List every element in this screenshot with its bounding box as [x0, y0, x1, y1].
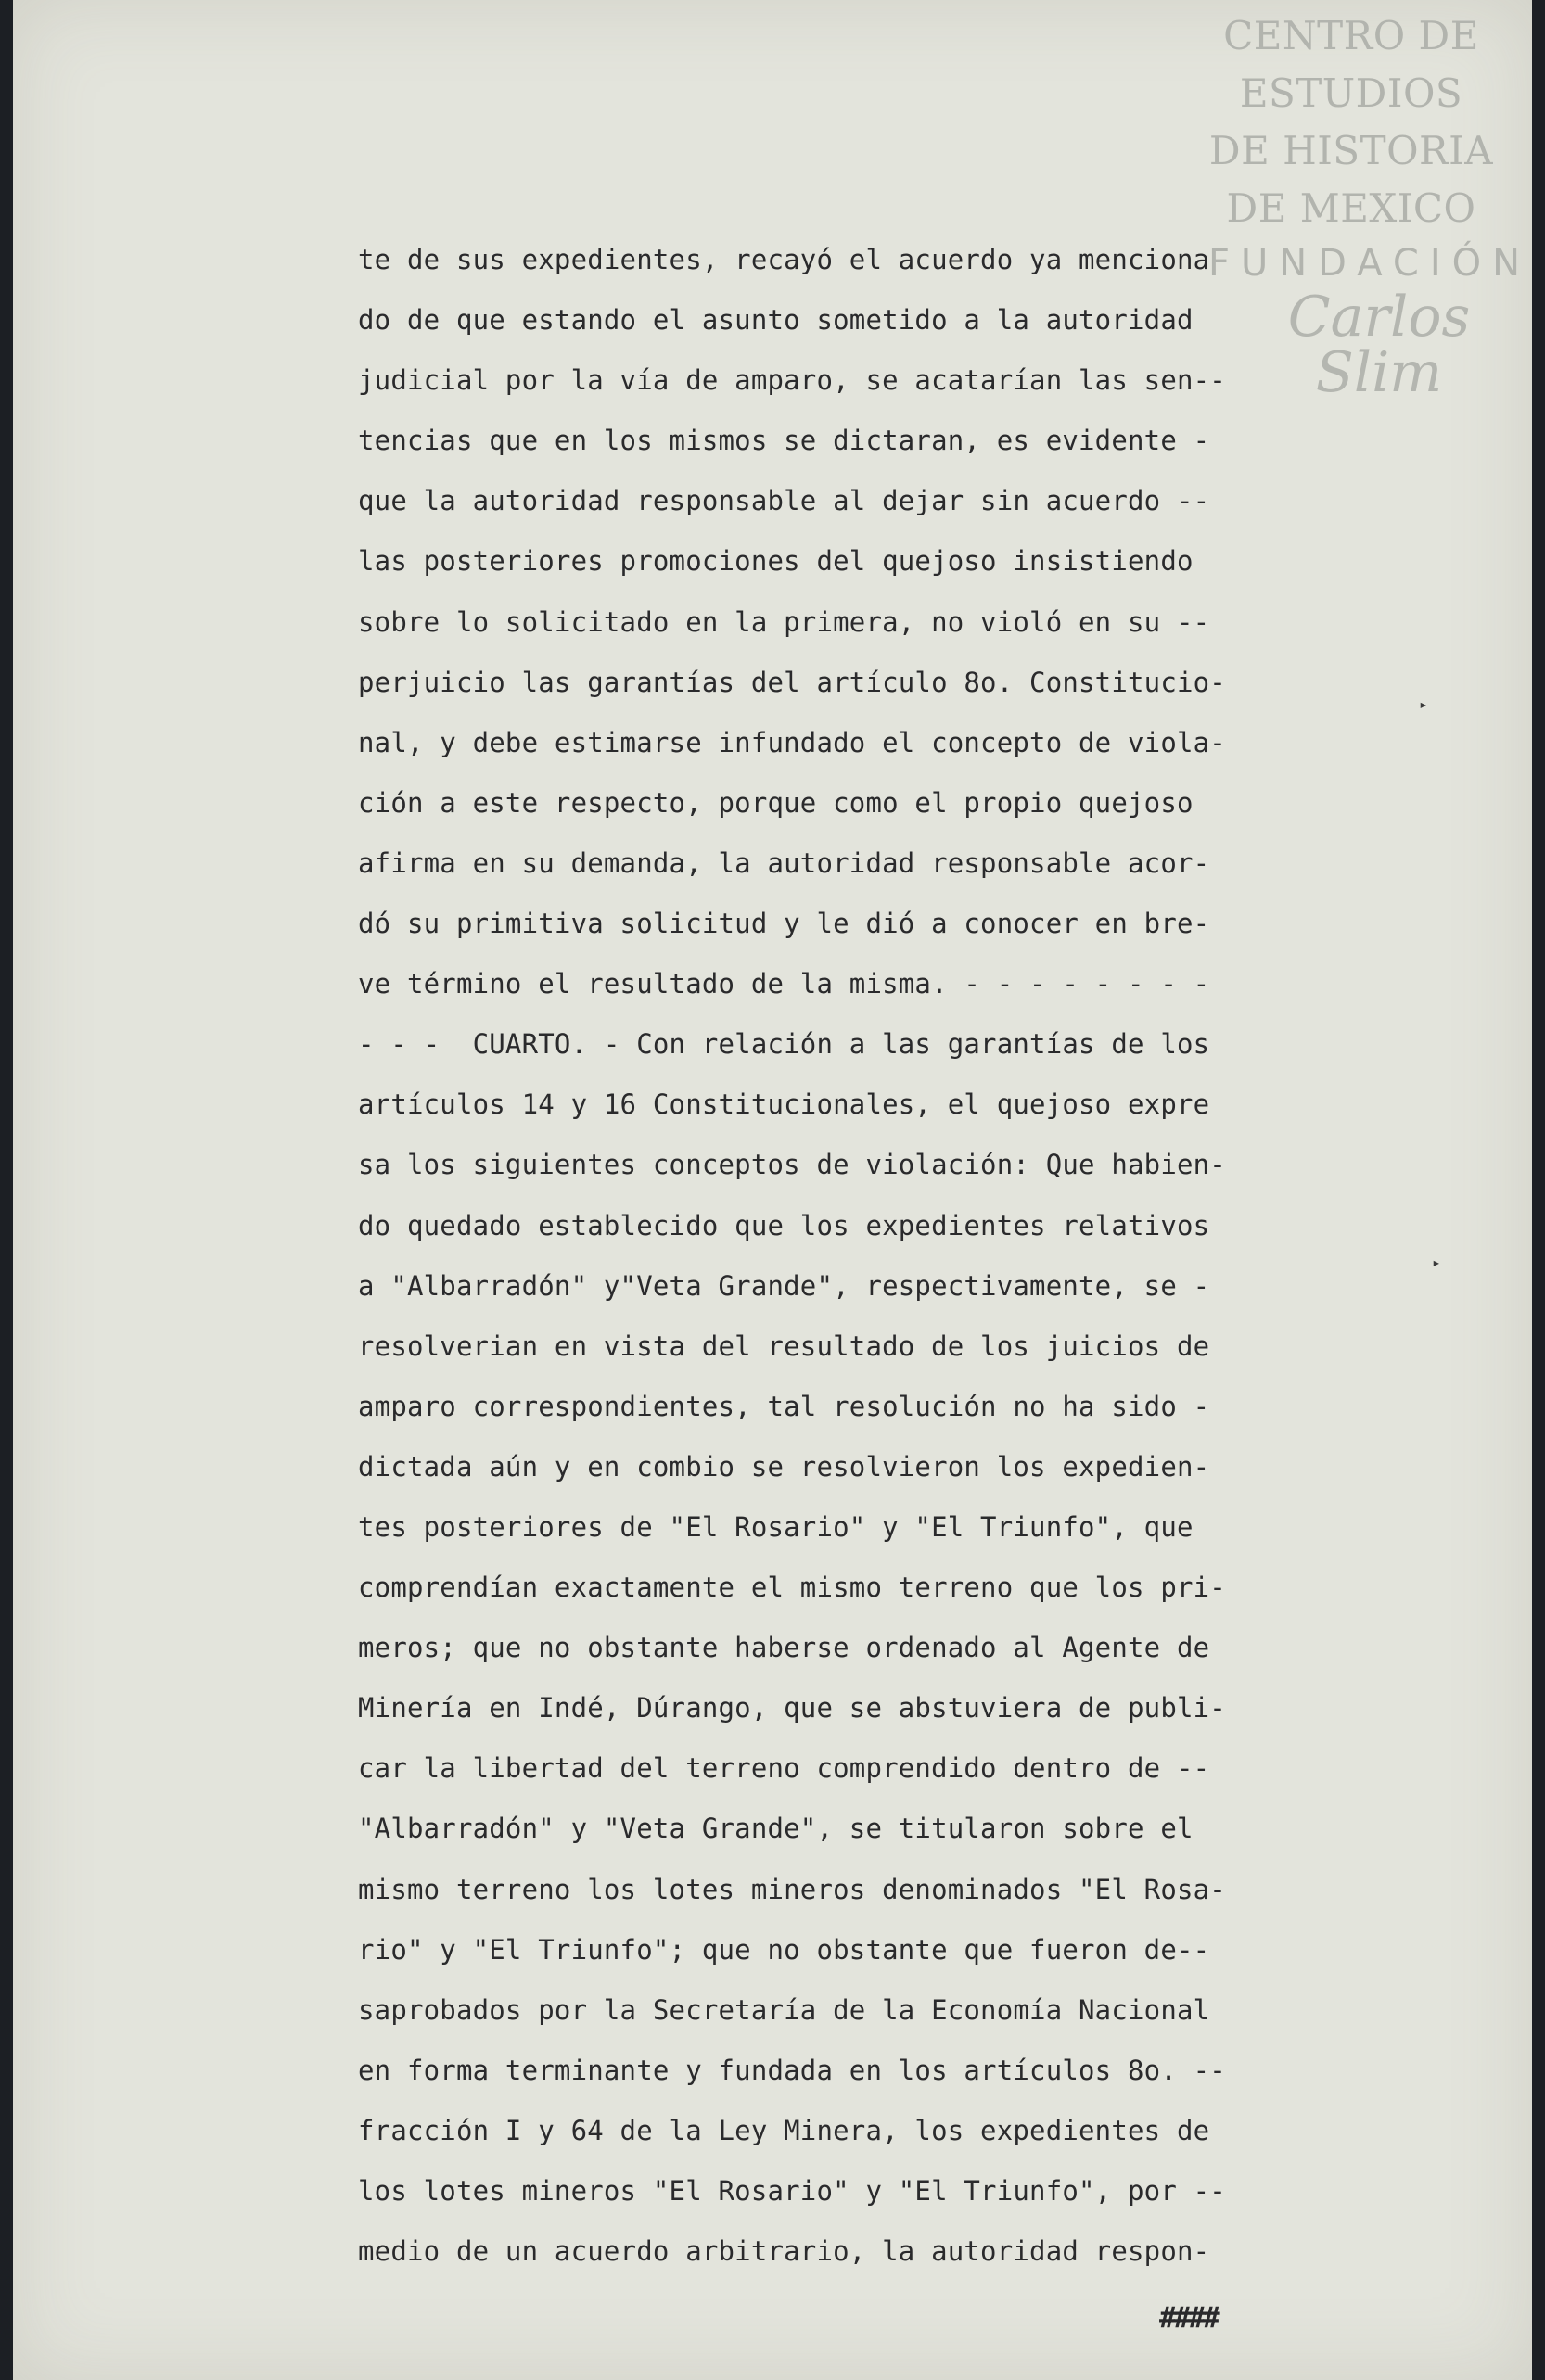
text-line: te de sus expedientes, recayó el acuerdo ya menciona	[358, 244, 1210, 275]
watermark-line: DE MEXICO	[1226, 185, 1476, 231]
text-line: mismo terreno los lotes mineros denominados "El Rosa-	[358, 1873, 1226, 1905]
typewritten-text-body	[358, 230, 1322, 2282]
document-page	[13, 0, 1532, 2380]
text-line: - - - CUARTO. - Con relación a las garantías de los	[358, 1028, 1210, 1061]
watermark-line: CENTRO DE	[1223, 13, 1479, 58]
text-line: "Albarradón" y "Veta Grande", se titularon sobre el	[358, 1813, 1194, 1845]
text-line: sobre lo solicitado en la primera, no violó en su --	[358, 605, 1210, 638]
text-line: medio de un acuerdo arbitrario, la autoridad respon-	[358, 2235, 1210, 2268]
text-line: artículos 14 y 16 Constitucionales, el quejoso expre	[358, 1088, 1210, 1121]
text-line: rio" y "El Triunfo"; que no obstante que fueron de--	[358, 1933, 1210, 1966]
text-line: nal, y debe estimarse infundado el concepto de viola-	[358, 726, 1226, 758]
text-line: tencias que en los mismos se dictaran, es evidente -	[358, 425, 1210, 457]
watermark-line: DE HISTORIA	[1208, 128, 1494, 173]
text-line: Minería en Indé, Dúrango, que se abstuviera de publi-	[358, 1692, 1226, 1725]
text-line: comprendían exactamente el mismo terreno que los pri-	[358, 1572, 1226, 1604]
text-line: sa los siguientes conceptos de violación: Que habien-	[358, 1149, 1226, 1181]
text-line: amparo correspondientes, tal resolución no ha sido -	[358, 1390, 1210, 1422]
text-line: resolverian en vista del resultado de los juicios de	[358, 1330, 1210, 1362]
text-line: dó su primitiva solicitud y le dió a conocer en bre-	[358, 908, 1210, 940]
text-line: las posteriores promociones del quejoso insistiendo	[358, 545, 1194, 578]
ink-speck: ▸	[1432, 1254, 1441, 1271]
text-line: que la autoridad responsable al dejar sin acuerdo --	[358, 485, 1210, 517]
text-line: meros; que no obstante haberse ordenado al Agente de	[358, 1632, 1210, 1664]
text-line: fracción I y 64 de la Ley Minera, los expedientes de	[358, 2114, 1210, 2146]
text-line: do quedado establecido que los expedientes relativos	[358, 1209, 1210, 1241]
text-line: a "Albarradón" y"Veta Grande", respectivamente, se -	[358, 1269, 1210, 1302]
text-line: ción a este respecto, porque como el propio quejoso	[358, 786, 1194, 819]
text-line: judicial por la vía de amparo, se acatarían las sen--	[358, 364, 1226, 397]
watermark-brand: FUNDACIÓN	[1207, 242, 1532, 285]
text-line: afirma en su demanda, la autoridad responsable acor-	[358, 846, 1210, 879]
text-line: tes posteriores de "El Rosario" y "El Triunfo", que	[358, 1510, 1194, 1543]
text-line: ve término el resultado de la misma. - - - - - - - -	[358, 968, 1210, 1000]
text-line: los lotes mineros "El Rosario" y "El Triunfo", por --	[358, 2175, 1226, 2207]
text-line: do de que estando el asunto sometido a la autoridad	[358, 304, 1194, 337]
text-line: dictada aún y en combio se resolvieron los expedien-	[358, 1450, 1210, 1483]
page-footer-mark: ####	[1159, 2301, 1218, 2335]
ink-speck: ▸	[1419, 695, 1428, 713]
text-line: perjuicio las garantías del artículo 8o. Constitucio-	[358, 666, 1226, 698]
text-line: saprobados por la Secretaría de la Economía Nacional	[358, 1993, 1210, 2026]
watermark-line: ESTUDIOS	[1239, 70, 1463, 116]
watermark-signature: Carlos Slim	[1287, 285, 1471, 405]
text-line: car la libertad del terreno comprendido dentro de --	[358, 1752, 1210, 1785]
text-line: en forma terminante y fundada en los artículos 8o. --	[358, 2054, 1226, 2086]
